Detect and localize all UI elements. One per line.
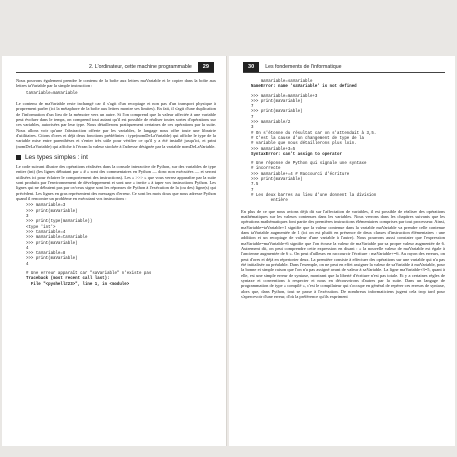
- code-line: >>> taVariable=4: [26, 230, 66, 235]
- code-line: >>> maVariable/2: [251, 121, 291, 126]
- code-line: >>> print(maVariable): [251, 178, 303, 183]
- right-code-block-3: [241, 162, 445, 204]
- syntax-error-line: [251, 153, 445, 158]
- name-error-line: [251, 85, 445, 90]
- section-heading: [16, 154, 216, 161]
- code-line: File "<pyshell#23>", line 1, in <module>: [26, 282, 130, 287]
- code-line: 3: [251, 126, 254, 131]
- code-line: # Les deux barres au lieu d'une donnent la division: [251, 193, 377, 198]
- code-line: 3: [26, 215, 29, 220]
- code-line: # incorrecte: [251, 167, 281, 172]
- code-line: >>> maVariable=maVariable+3: [251, 94, 318, 99]
- left-page-number: 29: [198, 62, 214, 72]
- code-line: # Une réponse de Python qui signale une syntaxe: [251, 162, 367, 167]
- code-line: >>> maVariable+=4 # Raccourci d'écriture: [251, 172, 350, 177]
- code-lines: [251, 95, 445, 153]
- code-line: >>> maVariable=3: [26, 204, 66, 209]
- left-paragraph-1: Nous pouvons également prendre le contenu de la boîte aux lettres maVariable et le copier dans la boîte aux lettres taVariable par la simple instruction :: [16, 78, 216, 89]
- code-line: 4: [26, 246, 29, 251]
- code-line: >>> print(maVariable): [26, 209, 78, 214]
- left-code-block-1: [16, 92, 216, 97]
- code-line: 7: [251, 115, 254, 120]
- traceback-lines: [26, 277, 216, 288]
- left-paragraph-2: Le contenu de maVariable reste inchangé car il s'agit d'un recopiage et non pas d'un transport physique à proprement parler (ici la métaphore de la boîte aux lettres montre ses limites). En fait, il s'agit d'une duplication de l'information d'un lieu de la mémoire vers un autre. Si l'on comprend que la valeur affectée à une variable peut évoluer dans le temps, on comprend tout autant qu'il est possible de réaliser toutes sortes d'opérations sur ces variables, autorisées par leur type. Nous détaillerons pratiquement certaines de ces opérations par la suite. Nous allons voir qu'une l'abstraction offerte par les variables, le langage nous offre toute une librairie d'utilitaires. Citons d'ores et déjà deux fonctions prédéfinies : type(nomDeLaVariable) qui affiche le type de la variable mise entre parenthèses et s'enter très utile pour vérifier ce qu'il y a été installé jusqu'ici, et print (nomDeLaVariable) qui affiche à l'écran la valeur stockée à l'adresse désignée par la variable nomDeLaVariable.: [16, 100, 216, 149]
- code-line: >>> maVariable+3=5: [251, 147, 296, 152]
- code-line: >>> print(maVariable): [26, 257, 78, 262]
- code-line: entière: [251, 199, 288, 204]
- right-page-header: [243, 61, 445, 73]
- code-line: >>> print(maVariable): [251, 110, 303, 115]
- right-page: [229, 56, 455, 446]
- right-code-block-2: [241, 95, 445, 159]
- code-line: >>> print(maVariable): [251, 99, 303, 104]
- left-paragraph-3: Le code suivant illustre des opérations réalisées dans la console interactive de Python, sur des variables de type entier (int) (les lignes débutant par « # » sont des commentaires en Python — donc non exécutées — et seront utilisées ici pour éclairer le comportement des instructions). Les « >>> » que vous verrez apparaître par la suite sont produits par l'environnement de développement et sont une « invite » à taper vos instructions Python. Les lignes qui ne débutent pas par ce/ceux signe sont les réponses de Python à l'exécution de la (ou des) ligne(s) qui précèdent. Les lignes en gras représentent des messages d'erreur. Ce sont les mots doux que nous adresse Python quand il rencontre un problème en exécutant vos instructions :: [16, 164, 216, 202]
- right-paragraph-1: En plus de ce que nous avions déjà dit sur l'affectation de variables, il est possible de réaliser des opérations mathématiques sur les valeurs contenues dans les variables. Nous verrons dans les chapitres suivants que les opérations mathématiques font partie des premières instructions élémentaires comprises par tout processeur. Ainsi, maVariable=taVariable+1 signifie que la valeur contenue dans la variable maVariable va prendre celle contenue dans taVariable augmentée de 1 (ici on est plutôt en présence de deux classes d'instruction élémentaires : une addition et un recopiage de valeur d'une variable à l'autre). Nous pourrons aussi constater que l'expression maVariable=maVariable+6 signifie que l'on écrase la valeur de maVariable par sa propre valeur augmentée de 6. Autrement dit, on peut comprendre cette expression en disant : « la nouvelle valeur de maVariable est égale à l'ancienne augmentée de 6 ». On peut d'ailleurs en raccourcir l'écriture : maVariable+=6. Au rayon des erreurs, on peut d'ores et déjà en répertorier deux. La première consiste à effectuer des opérations sur une variable qui n'a pas été initialisée au préalable. Dans l'exemple, on ne peut en effet assigner la valeur de saVariable à maVariable, pour la bonne et simple raison que l'on n'a pas assigné avant de valeur à saVariable. La ligne maVariable+3=5, quant à elle, est une simple erreur de syntaxe, montrant que la liberté d'écriture n'est pas totale. Et y a certaines règles de syntaxe et conventions à respecter et nous en découvrirons d'autres par la suite. Dans un langage de programmation de type « compilé », c'est le compilateur qui s'occupe en général de repérer ces erreurs de syntaxe, alors que, dans Python, tout se passe à l'exécution. De nombreux informaticiens jugent cela trop tard pour s'apercevoir d'une erreur, d'où la préférence qu'ils expriment: [241, 208, 445, 300]
- code-line: 7: [251, 105, 254, 110]
- right-page-number: 30: [243, 62, 259, 72]
- right-code-block-1: [241, 80, 445, 91]
- section-bullet-icon: [16, 155, 21, 160]
- right-header-title: Les fondements de l'informatique: [265, 63, 342, 70]
- left-header-title: 2. L'ordinateur, cette machine programmable: [88, 63, 192, 70]
- left-page: [2, 56, 228, 446]
- code-line: >>> print(maVariable): [26, 241, 78, 246]
- code-line: # C'est la cause d'un changement de type de la: [251, 136, 365, 141]
- left-code-block-3: [16, 272, 216, 288]
- code-line: SyntaxError: can't assign to operator: [251, 152, 342, 157]
- code-line: <type 'int'>: [26, 225, 56, 230]
- left-page-body: [16, 78, 216, 292]
- code-line: taVariable=maVariable: [26, 91, 78, 96]
- code-line: NameError: name 'saVariable' is not defined: [251, 85, 357, 90]
- section-heading-text: Les types simples : int: [25, 154, 88, 162]
- code-line: >>> maVariable=taVariable: [26, 236, 88, 241]
- code-line: 4: [26, 262, 29, 267]
- left-code-block-2: [16, 204, 216, 268]
- code-line: # On s'étonne du résultat car on s'attendait à 3,5.: [251, 131, 377, 136]
- code-line: Traceback (most recent call last):: [26, 277, 110, 282]
- left-page-header: [16, 61, 214, 73]
- code-line: 7.5: [251, 183, 259, 188]
- code-line: >>> taVariable=8: [26, 252, 66, 257]
- code-line: maVariable=saVariable: [251, 80, 313, 84]
- code-line: >>> print(type(maVariable)): [26, 220, 93, 225]
- code-line: # variable que nous détaillerons plus loin.: [251, 142, 357, 147]
- code-comment: # Une erreur apparaît car "saVariable" n'existe pas: [26, 272, 152, 277]
- code-line: 7: [251, 188, 254, 193]
- right-page-body: [241, 78, 445, 302]
